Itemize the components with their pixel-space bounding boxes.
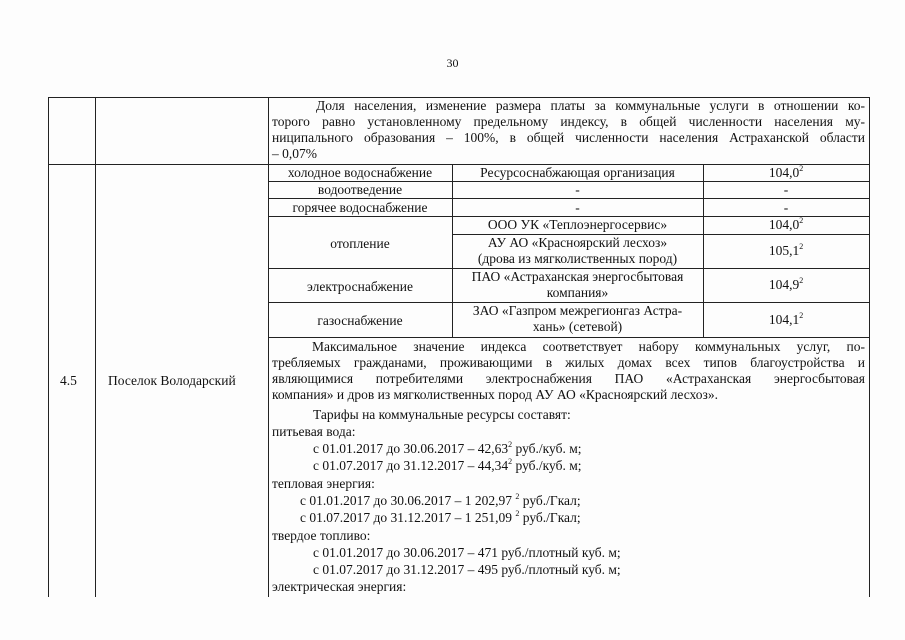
- service-provider: -: [575, 200, 580, 215]
- service-index: 104,0$^2$: [768, 164, 804, 180]
- service-provider: -: [575, 182, 580, 197]
- service-provider: Ресурсоснабжающая организация: [480, 165, 675, 180]
- tariff-item: с 01.07.2017 до 31.12.2017 – 44,34$^2$ руб./куб. м;: [313, 457, 582, 473]
- tariff-heading: электрическая энергия:: [272, 579, 407, 594]
- tariff-item: с 01.01.2017 до 30.06.2017 – 1 202,97 $^2$ руб./Гкал;: [300, 492, 581, 508]
- table-right-border: [869, 97, 870, 597]
- service-name: отопление: [330, 236, 390, 251]
- service-provider: ПАО «Астраханская энергосбытовая компания»: [471, 269, 684, 300]
- table-left-border: [48, 97, 49, 597]
- paragraph-line: требляемых гражданами, проживающими в жилых домах всех типов благоустройства и: [272, 355, 865, 370]
- service-divider: [268, 198, 869, 199]
- tariff-item: с 01.07.2017 до 31.12.2017 – 495 руб./плотный куб. м;: [313, 562, 621, 577]
- paragraph-line: торого равно установленному предельному индексу, в общей численности населения му-: [272, 114, 865, 129]
- tariff-item: с 01.01.2017 до 30.06.2017 – 42,63$^2$ руб./куб. м;: [313, 440, 582, 456]
- paragraph-line: являющимися потребителями электроснабжения ПАО «Астраханская энергосбытовая: [272, 371, 865, 386]
- row-number: 4.5: [60, 373, 77, 388]
- service-provider: ООО УК «Теплоэнергосервис»: [487, 217, 668, 232]
- paragraph-line: ниципального образования – 100%, в общей численности населения Астраханской области: [272, 130, 865, 145]
- service-index: 104,1$^2$: [768, 311, 804, 327]
- tariff-heading: питьевая вода:: [272, 424, 356, 439]
- service-index: 104,9$^2$: [768, 276, 804, 292]
- service-name: электроснабжение: [307, 279, 413, 294]
- settlement-name: Поселок Володарский: [108, 373, 236, 388]
- tariff-heading: тепловая энергия:: [272, 476, 375, 491]
- paragraph-line: Доля населения, изменение размера платы за коммунальные услуги в отношении ко-: [316, 98, 865, 113]
- service-index: 104,0$^2$: [768, 216, 804, 232]
- col-divider-number: [95, 97, 96, 597]
- service-name: холодное водоснабжение: [287, 165, 433, 180]
- service-index: 105,1$^2$: [768, 242, 804, 258]
- intro-paragraph: [272, 98, 865, 162]
- page-number: 30: [446, 56, 459, 70]
- service-divider: [268, 337, 869, 338]
- service-provider: АУ АО «Красноярский лесхоз» (дрова из мягколиственных пород): [477, 235, 678, 266]
- service-index: -: [783, 200, 789, 215]
- tariff-item: с 01.07.2017 до 31.12.2017 – 1 251,09 $^2$ руб./Гкал;: [300, 509, 581, 525]
- max-index-paragraph: [272, 339, 865, 403]
- service-name: газоснабжение: [317, 313, 403, 328]
- paragraph-line: Максимальное значение индекса соответствует набору коммунальных услуг, по-: [312, 339, 865, 354]
- tariffs-title: Тарифы на коммунальные ресурсы составят:: [313, 407, 571, 422]
- service-index: -: [783, 182, 789, 197]
- service-provider: ЗАО «Газпром межрегионгаз Астра- хань» (сетевой): [472, 303, 683, 334]
- service-name: горячее водоснабжение: [292, 200, 428, 215]
- tariff-item: с 01.01.2017 до 30.06.2017 – 471 руб./плотный куб. м;: [313, 545, 621, 560]
- service-name: водоотведение: [317, 182, 403, 197]
- paragraph-line: – 0,07%: [272, 146, 317, 161]
- paragraph-line: компания» и дров из мягколиственных пород АУ АО «Красноярский лесхоз».: [272, 387, 718, 402]
- tariff-heading: твердое топливо:: [272, 528, 371, 543]
